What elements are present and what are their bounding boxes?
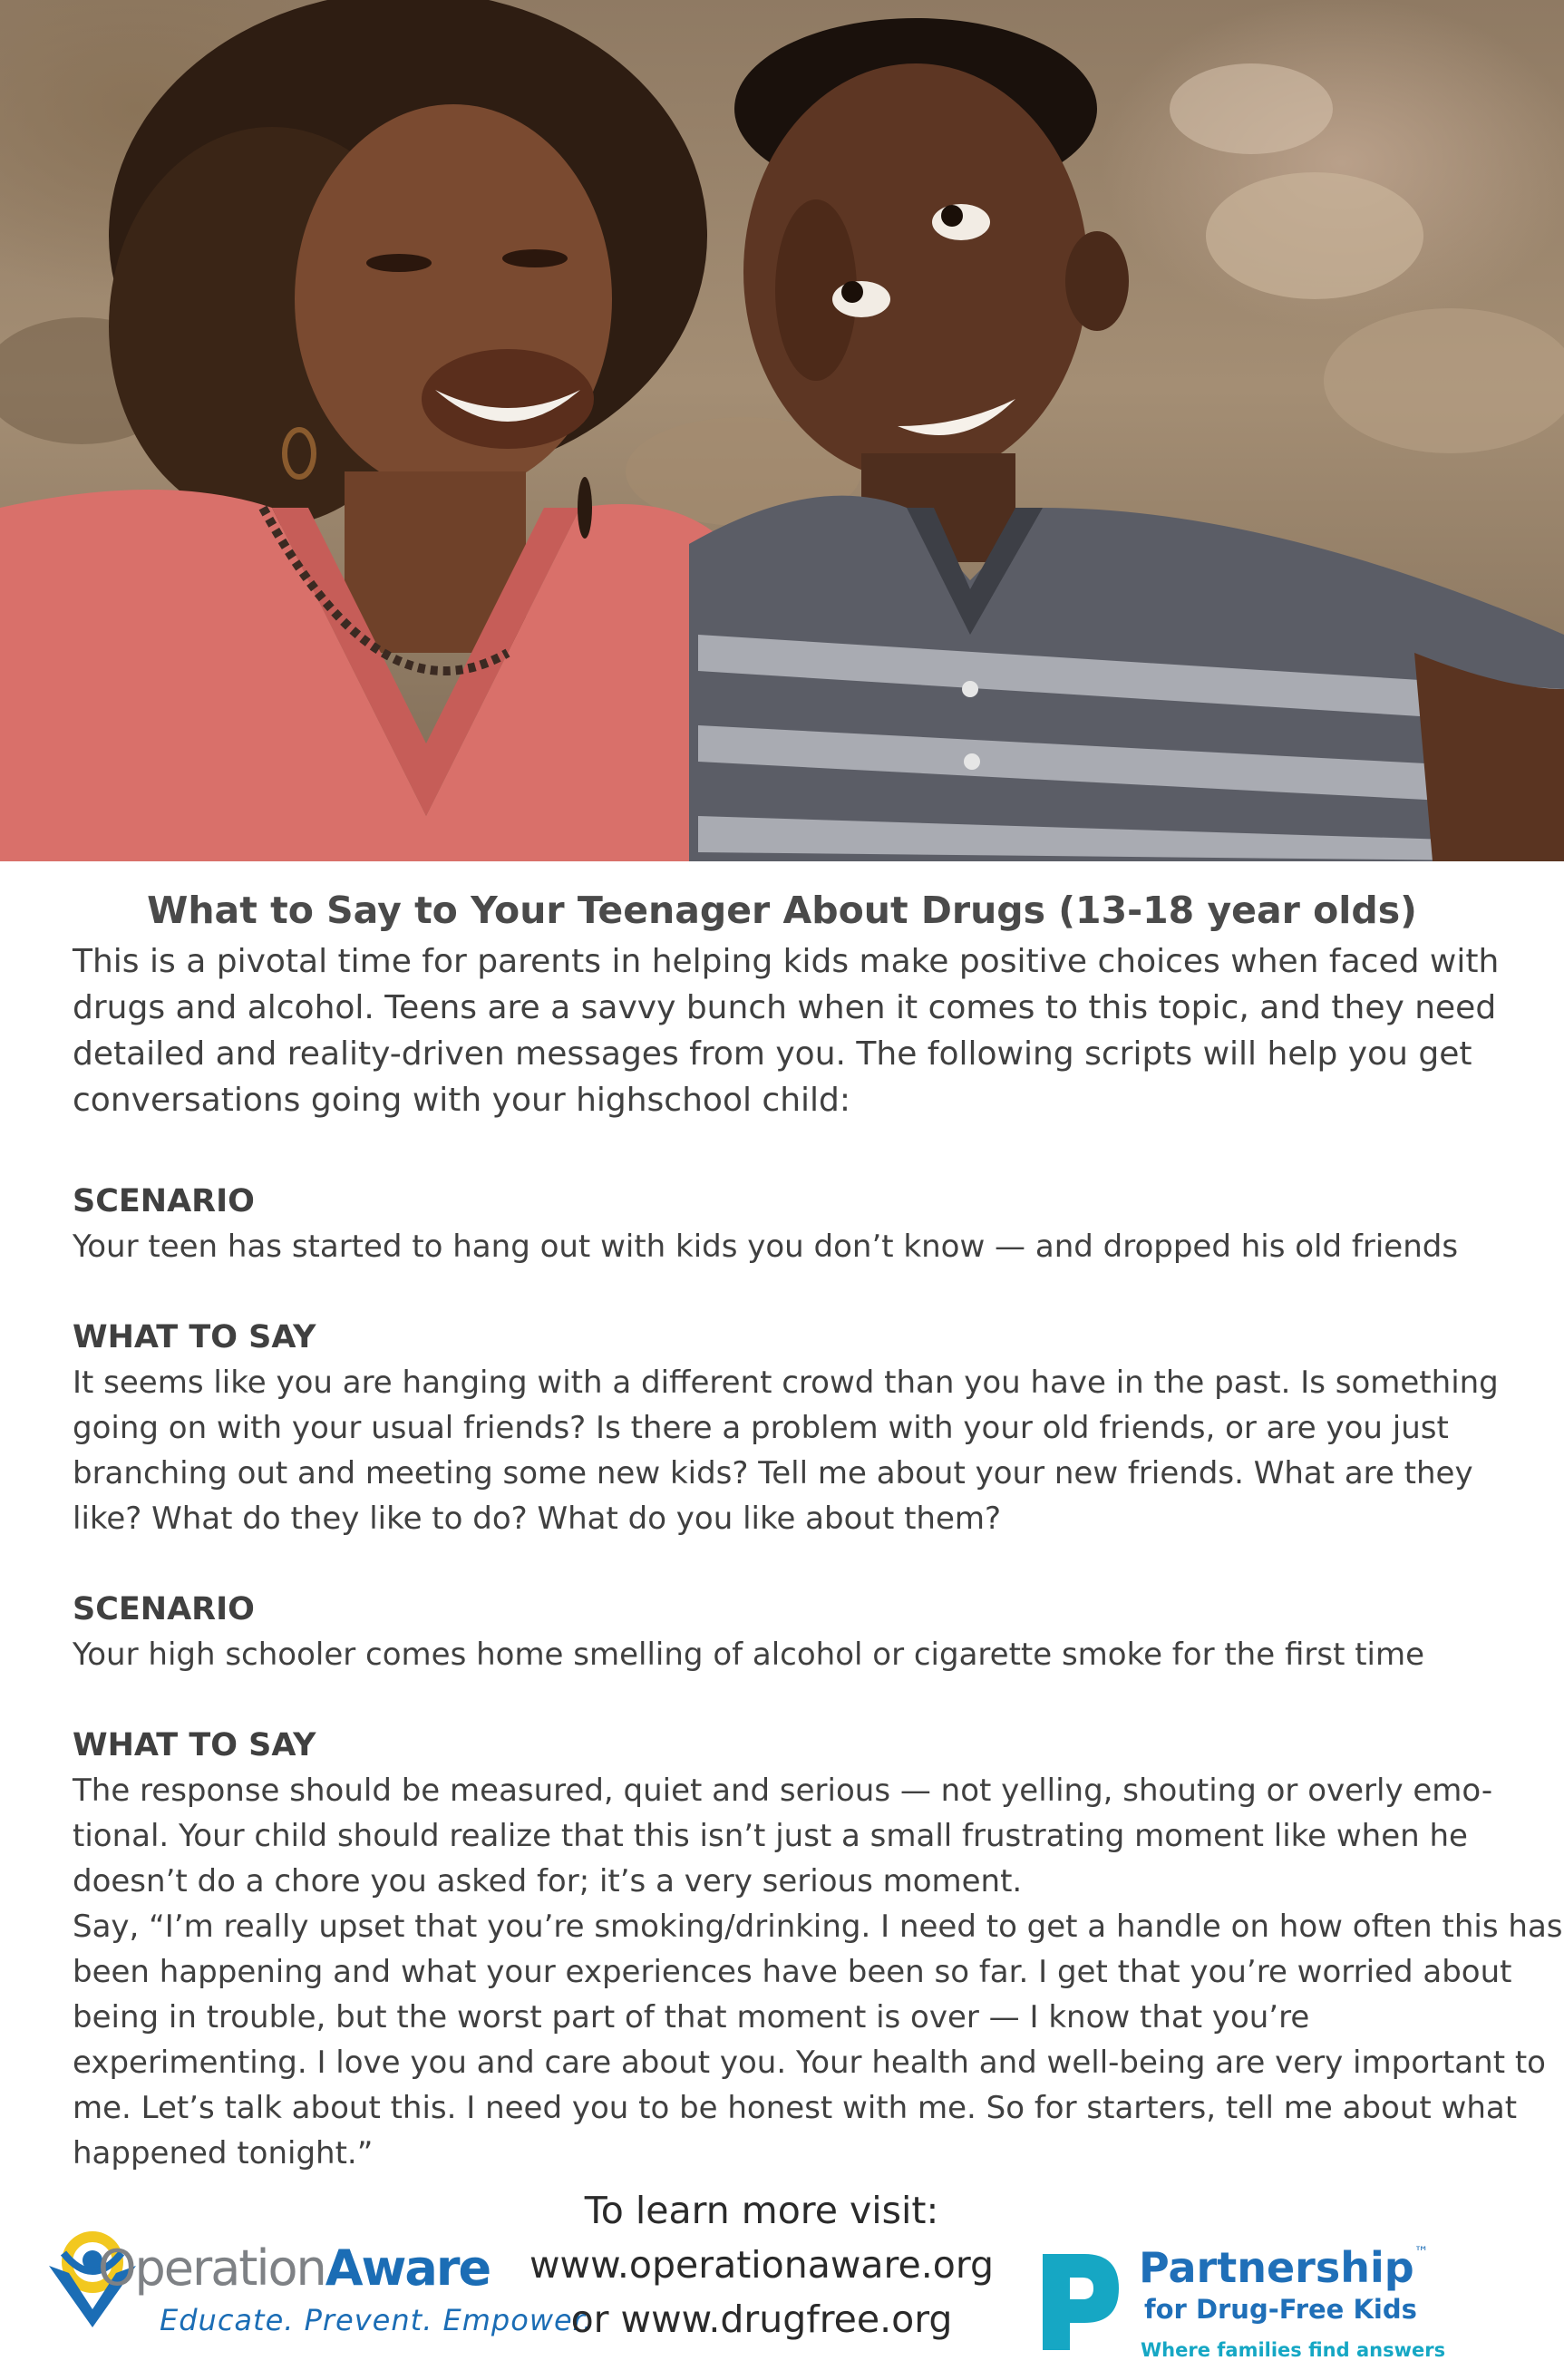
- operationaware-link[interactable]: www.operationaware.org: [529, 2243, 994, 2287]
- section-line: Your high schooler comes home smelling of alcohol or cigarette smoke for the first time: [73, 1637, 1425, 1673]
- intro-line: detailed and reality-driven messages from you. The following scripts will help you get: [73, 1035, 1472, 1073]
- section-line: Say, “I’m really upset that you’re smoking/drinking. I need to get a handle on how often this has: [73, 1909, 1563, 1945]
- operation-aware-name: [98, 2239, 490, 2297]
- operation-aware-tagline: Educate. Prevent. Empower.: [160, 2303, 594, 2337]
- section-line: branching out and meeting some new kids? Tell me about your new friends. What are they: [73, 1455, 1473, 1491]
- section-line: being in trouble, but the worst part of that moment is over — I know that you’re: [73, 1999, 1310, 2035]
- hero-photo: [0, 0, 1564, 861]
- section-heading: WHAT TO SAY: [73, 1727, 316, 1763]
- section-line: going on with your usual friends? Is there a problem with your old friends, or are you just: [73, 1410, 1449, 1446]
- section-line: It seems like you are hanging with a different crowd than you have in the past. Is something: [73, 1365, 1499, 1401]
- scenario-section: [73, 1587, 1532, 1677]
- scenario-section: [73, 1179, 1532, 1269]
- section-line: Your teen has started to hang out with kids you don’t know — and dropped his old friends: [73, 1229, 1459, 1265]
- section-text: [73, 1632, 1532, 1677]
- intro-paragraph: [73, 938, 1523, 1123]
- section-heading: SCENARIO: [73, 1591, 255, 1627]
- section-line: experimenting. I love you and care about you. Your health and well-being are very important to: [73, 2045, 1546, 2081]
- intro-line: drugs and alcohol. Teens are a savvy bunch when it comes to this topic, and they need: [73, 989, 1497, 1026]
- section-heading: WHAT TO SAY: [73, 1319, 316, 1355]
- section-line: The response should be measured, quiet and serious — not yelling, shouting or overly emo-: [73, 1773, 1493, 1809]
- what-to-say-section: [73, 1315, 1532, 1541]
- section-line: doesn’t do a chore you asked for; it’s a very serious moment.: [73, 1863, 1023, 1899]
- hero-illustration: [0, 0, 1564, 861]
- intro-line: This is a pivotal time for parents in helping kids make positive choices when faced with: [73, 943, 1500, 980]
- logo-word-aware: Aware: [325, 2239, 491, 2297]
- drugfree-link[interactable]: or www.drugfree.org: [570, 2297, 953, 2341]
- intro-line: conversations going with your highschool child:: [73, 1082, 851, 1119]
- section-line: been happening and what your experiences have been so far. I get that you’re worried about: [73, 1954, 1512, 1990]
- section-line: happened tonight.”: [73, 2135, 374, 2171]
- section-text: [73, 1224, 1532, 1269]
- section-text: [73, 1360, 1532, 1541]
- section-line: me. Let’s talk about this. I need you to be honest with me. So for starters, tell me about what: [73, 2090, 1518, 2126]
- partnership-word: Partnership: [1139, 2243, 1414, 2292]
- section-text: [73, 1768, 1563, 2176]
- section-line: tional. Your child should realize that this isn’t just a small frustrating moment like when he: [73, 1818, 1468, 1854]
- section-heading: SCENARIO: [73, 1183, 255, 1219]
- trademark-mark: ™: [1413, 2243, 1429, 2260]
- logo-word-operation: Operation: [98, 2239, 325, 2297]
- partnership-tagline: Where families find answers: [1141, 2339, 1446, 2361]
- section-line: like? What do they like to do? What do you like about them?: [73, 1501, 1002, 1537]
- learn-more-block: [490, 2183, 1034, 2346]
- partnership-p-icon: [1034, 2247, 1124, 2357]
- page-title: What to Say to Your Teenager About Drugs (13-18 year olds): [147, 889, 1417, 932]
- partnership-subtitle: for Drug-Free Kids: [1144, 2294, 1417, 2325]
- what-to-say-section: [73, 1723, 1563, 2176]
- learn-more-label: To learn more visit:: [584, 2189, 939, 2232]
- partnership-name: [1139, 2243, 1429, 2292]
